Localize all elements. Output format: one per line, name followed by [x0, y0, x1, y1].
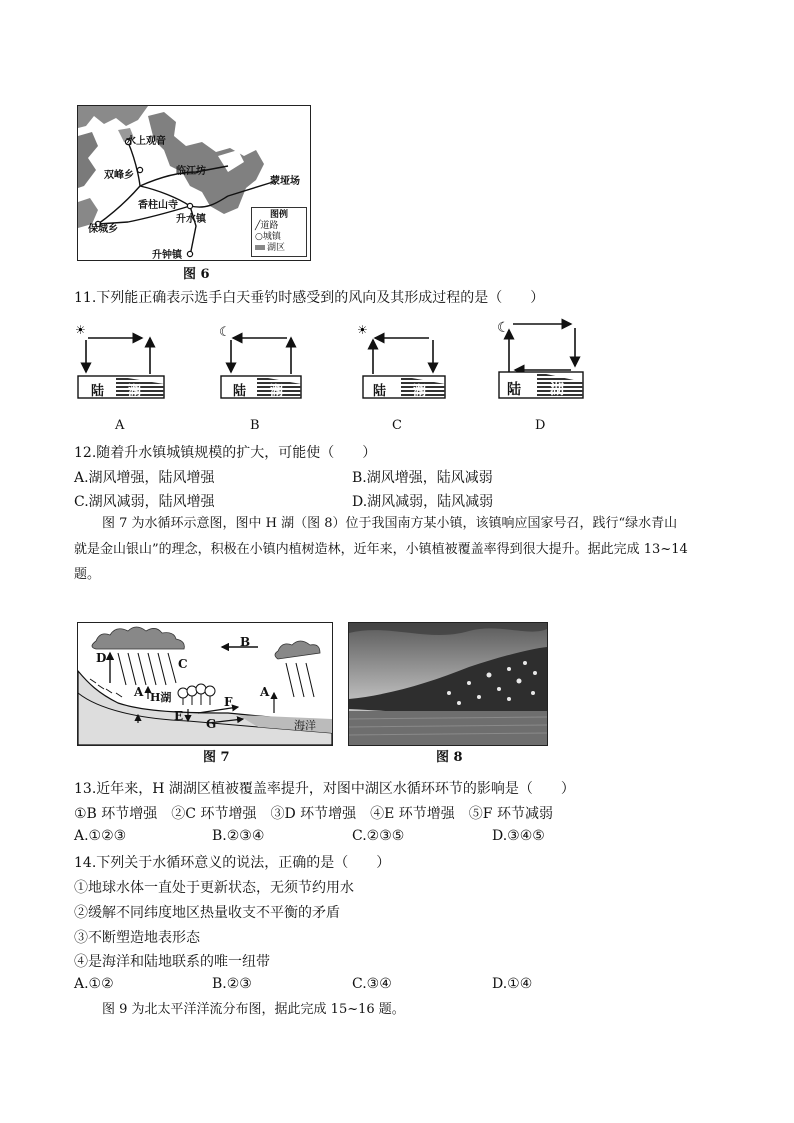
lake-region — [78, 106, 148, 128]
lake-label: 湖 — [128, 384, 142, 399]
lake-water — [349, 711, 547, 745]
fig7-label-f: F — [224, 695, 233, 709]
land-label: 陆 — [373, 384, 387, 399]
place-label: 水上观音 — [126, 136, 166, 147]
q14-statement-1: ①地球水体一直处于更新状态，无须节约用水 — [74, 880, 354, 896]
land-label: 陆 — [91, 384, 105, 399]
trees-icon — [178, 684, 215, 705]
q14-option-a: A.①② — [74, 976, 114, 992]
figure-7-caption: 图 7 — [203, 750, 230, 765]
intro-13-14-line3: 题。 — [74, 567, 101, 582]
q12-option-c: C.湖风减弱，陆风增强 — [74, 494, 215, 510]
town-marker — [137, 167, 142, 172]
town-marker — [187, 251, 192, 256]
cloud-shape — [275, 641, 320, 659]
land-label: 陆 — [233, 384, 247, 399]
q12-option-a: A.湖风增强，陆风增强 — [74, 470, 215, 486]
fig7-label-sea: 海洋 — [294, 719, 316, 732]
land-shape — [78, 671, 332, 745]
sun-icon: ☀ — [75, 323, 86, 337]
q14-option-d: D.①④ — [492, 976, 533, 992]
place-label: 双峰乡 — [104, 170, 134, 181]
place-label: 临江坊 — [176, 166, 206, 177]
lake-region — [78, 132, 98, 188]
lake-photo-drawing — [349, 623, 547, 745]
town-marker — [187, 203, 192, 208]
figure-7-water-cycle — [77, 622, 333, 746]
option-c-label: C — [392, 418, 402, 433]
legend-town: 城镇 — [262, 232, 281, 242]
q12-option-b: B.湖风增强，陆风减弱 — [352, 470, 493, 486]
q14-statement-2: ②缓解不同纬度地区热量收支不平衡的矛盾 — [74, 905, 340, 921]
figure-6-map — [77, 105, 311, 261]
fig7-label-d: D — [96, 651, 107, 665]
q14-statement-4: ④是海洋和陆地联系的唯一纽带 — [74, 954, 270, 970]
fig7-label-g: G — [206, 717, 217, 731]
q13-option-a: A.①②③ — [74, 828, 127, 844]
figure-8-caption: 图 8 — [436, 750, 463, 765]
diagram-c — [357, 323, 445, 398]
option-a-label: A — [115, 418, 125, 433]
legend-road: 道路 — [260, 221, 279, 231]
q13-option-c: C.②③⑤ — [352, 828, 405, 844]
q13-items: ①B 环节增强 ②C 环节增强 ③D 环节增强 ④E 环节增强 ⑤F 环节减弱 — [74, 806, 553, 822]
q13-option-d: D.③④⑤ — [492, 828, 545, 844]
option-b-label: B — [250, 418, 260, 433]
town-icon: ○ — [255, 232, 263, 242]
place-label: 蒙垭场 — [270, 176, 300, 187]
question-14: 14.下列关于水循环意义的说法，正确的是（ ） — [74, 855, 391, 871]
q14-option-c: C.③④ — [352, 976, 392, 992]
road-icon: ╱ — [255, 221, 261, 231]
map-legend — [251, 207, 307, 257]
land-label: 陆 — [507, 382, 521, 398]
fig7-label-a: A — [134, 685, 144, 699]
question-13: 13.近年来，H 湖湖区植被覆盖率提升，对图中湖区水循环环节的影响是（ ） — [74, 781, 575, 797]
q14-option-b: B.②③ — [212, 976, 252, 992]
diagram-b — [219, 325, 301, 398]
place-label: 香柱山寺 — [138, 200, 178, 211]
lake-label: 湖 — [270, 384, 284, 399]
place-label: 升水镇 — [176, 214, 206, 225]
moon-icon: ☾ — [497, 320, 510, 336]
legend-title: 图例 — [269, 210, 288, 220]
intro-13-14-line1: 图 7 为水循环示意图，图中 H 湖（图 8）位于我国南方某小镇，该镇响应国家号召，践行“绿水青山 — [102, 516, 678, 531]
question-12: 12.随着升水镇城镇规模的扩大，可能使（ ） — [74, 445, 377, 461]
q12-option-d: D.湖风减弱，陆风减弱 — [352, 494, 494, 510]
figure-6-caption: 图 6 — [183, 267, 210, 282]
fig7-label-c: C — [178, 657, 188, 671]
q14-statement-3: ③不断塑造地表形态 — [74, 930, 200, 946]
lake-label: 湖 — [550, 382, 564, 398]
diagram-a — [75, 323, 164, 398]
fig7-label-a: A — [260, 685, 270, 699]
question-11: 11.下列能正确表示选手白天垂钓时感受到的风向及其形成过程的是（ ） — [74, 290, 545, 306]
figure-8-photo — [348, 622, 548, 746]
fig7-label-e: E — [174, 709, 184, 723]
fig7-label-b: B — [240, 635, 251, 649]
moon-icon: ☾ — [219, 325, 231, 340]
intro-13-14-line2: 就是金山银山”的理念，积极在小镇内植树造林，近年来，小镇植被覆盖率得到很大提升。据此完成 13~14 — [74, 542, 688, 557]
intro-15-16: 图 9 为北太平洋洋流分布图，据此完成 15~16 题。 — [102, 1002, 405, 1017]
cloud-shape — [92, 627, 184, 649]
fig7-label-h-lake: H湖 — [150, 691, 172, 704]
lake-icon — [255, 245, 265, 250]
option-d-label: D — [535, 418, 546, 433]
sun-icon: ☀ — [357, 323, 368, 337]
place-label: 升钟镇 — [152, 250, 182, 261]
rain-lines — [118, 653, 314, 697]
legend-lake: 湖区 — [267, 243, 286, 253]
place-label: 保城乡 — [88, 224, 118, 235]
lake-label: 湖 — [413, 384, 427, 399]
q13-option-b: B.②③④ — [212, 828, 265, 844]
